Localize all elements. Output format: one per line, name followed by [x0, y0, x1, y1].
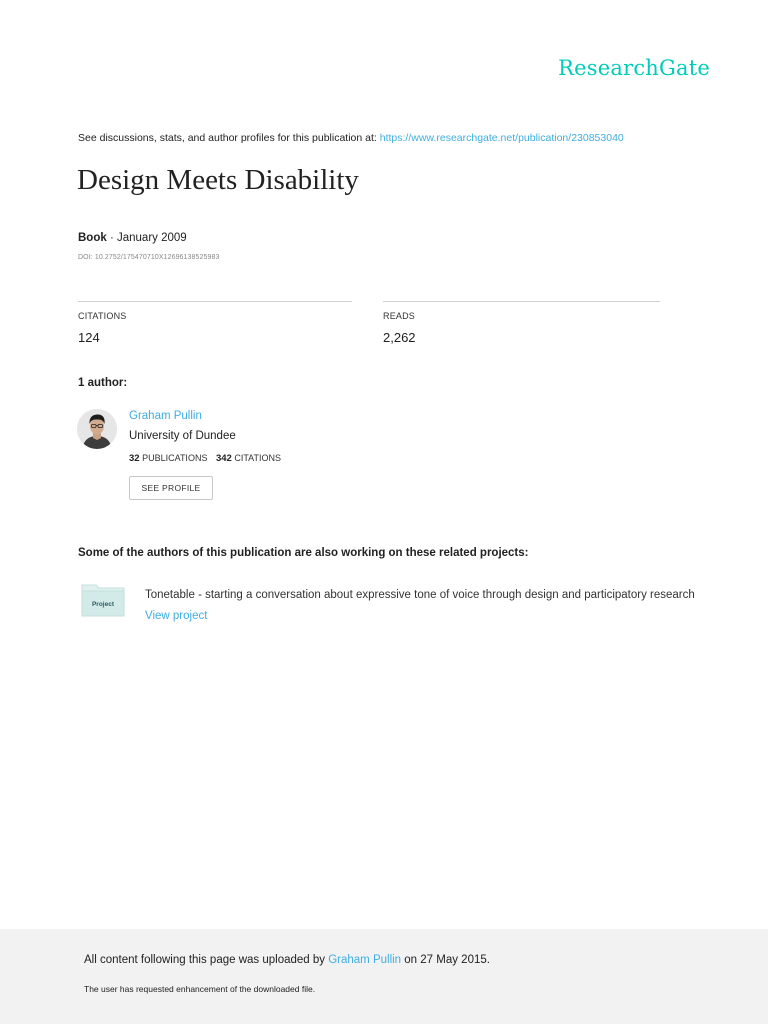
upload-suffix: on 27 May 2015.	[401, 954, 490, 966]
intro-text: See discussions, stats, and author profiles for this publication at:	[78, 132, 380, 144]
reads-stat	[383, 301, 660, 345]
meta-separator: ·	[106, 232, 117, 244]
publication-url-link[interactable]: https://www.researchgate.net/publication/230853040	[379, 132, 624, 144]
see-profile-button[interactable]: SEE PROFILE	[129, 476, 213, 500]
citations-value: 124	[78, 330, 100, 345]
project-description: Tonetable - starting a conversation about expressive tone of voice through design and participatory research	[145, 589, 695, 601]
publication-title: Design Meets Disability	[77, 164, 359, 196]
upload-footer	[0, 929, 768, 1024]
author-publications-label: PUBLICATIONS	[142, 453, 208, 463]
project-folder-label: Project	[91, 601, 115, 608]
author-institution: University of Dundee	[129, 430, 236, 442]
project-folder-icon[interactable]	[81, 583, 125, 617]
uploader-link[interactable]: Graham Pullin	[328, 954, 402, 966]
upload-prefix: All content following this page was uploaded by	[84, 954, 329, 966]
author-stats	[129, 453, 281, 464]
view-project-link[interactable]: View project	[145, 610, 208, 622]
citations-stat	[78, 301, 352, 345]
publication-doi: DOI: 10.2752/175470710X12696138525983	[78, 254, 220, 261]
reads-value: 2,262	[383, 330, 416, 345]
intro-line	[78, 132, 624, 144]
author-publications-count: 32	[129, 453, 140, 464]
upload-info	[84, 954, 490, 966]
project-item	[145, 585, 705, 627]
reads-label: READS	[383, 311, 416, 321]
citations-label: CITATIONS	[78, 311, 127, 321]
author-name-link[interactable]: Graham Pullin	[129, 410, 202, 422]
author-citations-count: 342	[215, 453, 232, 464]
publication-meta	[78, 232, 187, 244]
publication-date: January 2009	[116, 232, 187, 244]
related-projects-heading: Some of the authors of this publication are also working on these related projects:	[78, 547, 529, 559]
publication-type: Book	[78, 232, 107, 244]
author-photo-icon	[77, 409, 117, 449]
author-citations-label: CITATIONS	[234, 453, 282, 463]
author-avatar[interactable]	[77, 409, 117, 449]
researchgate-logo[interactable]: ResearchGate	[558, 56, 710, 80]
enhancement-note: The user has requested enhancement of the downloaded file.	[84, 984, 316, 994]
authors-heading: 1 author:	[78, 377, 128, 389]
